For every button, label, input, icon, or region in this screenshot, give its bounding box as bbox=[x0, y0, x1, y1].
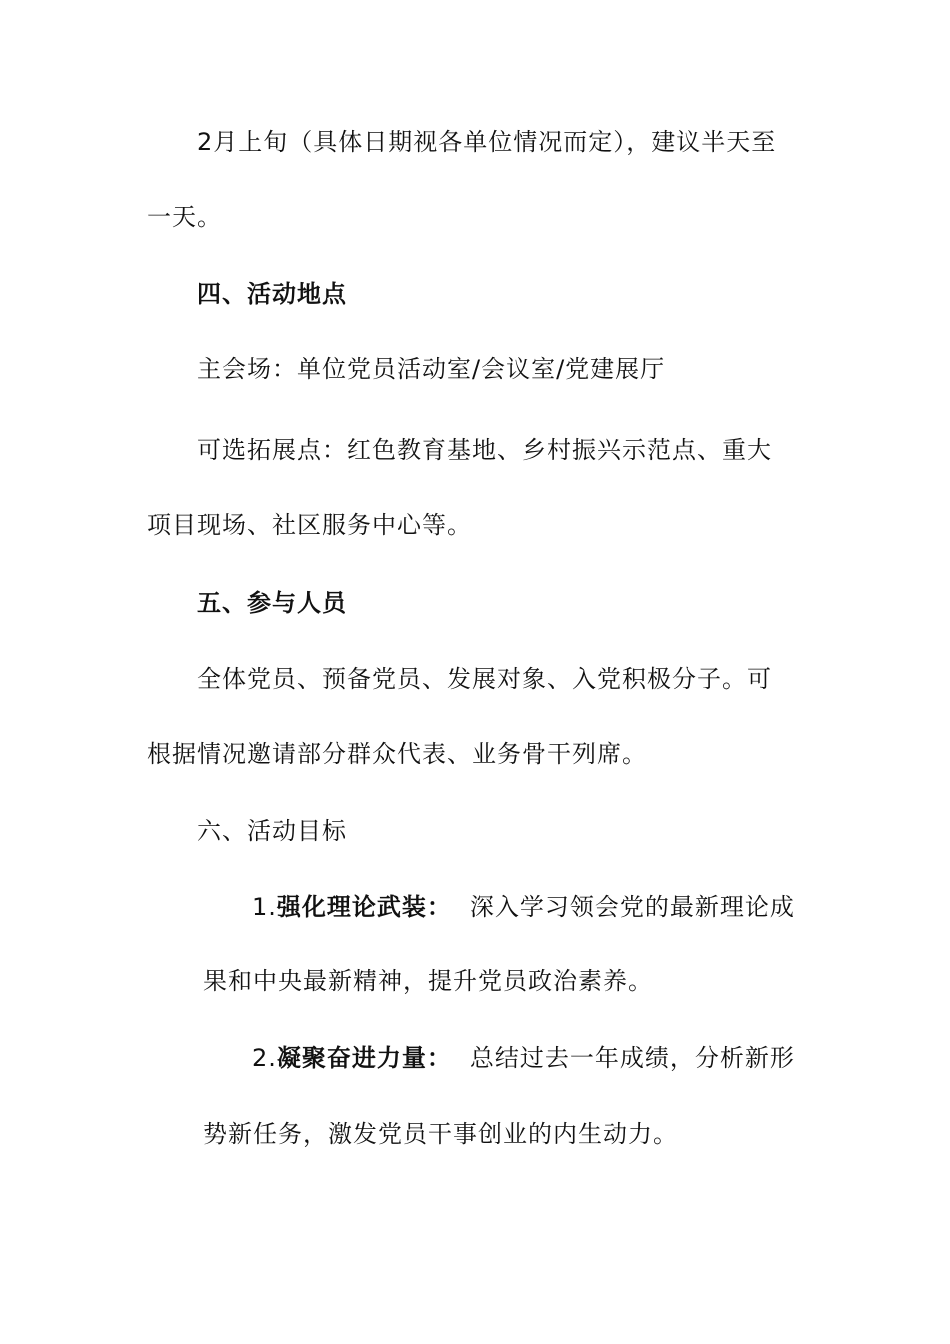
goal-item-1-line-1 bbox=[252, 891, 795, 923]
goal-item-2-text: 总结过去一年成绩，分析新形 bbox=[469, 1044, 795, 1072]
goal-item-1-number: 1. bbox=[252, 893, 277, 921]
main-venue-line: 主会场：单位党员活动室/会议室/党建展厅 bbox=[197, 355, 666, 383]
location-heading: 四、活动地点 bbox=[197, 280, 347, 308]
participants-line-1: 全体党员、预备党员、发展对象、入党积极分子。可 bbox=[197, 665, 772, 693]
goal-item-1-title: 强化理论武装： bbox=[276, 893, 452, 921]
goal-item-2-title: 凝聚奋进力量： bbox=[276, 1044, 452, 1072]
participants-line-2: 根据情况邀请部分群众代表、业务骨干列席。 bbox=[147, 740, 647, 768]
optional-venue-line-2: 项目现场、社区服务中心等。 bbox=[147, 511, 472, 539]
goal-item-2-line-1 bbox=[252, 1042, 795, 1074]
goal-item-1-text: 深入学习领会党的最新理论成 bbox=[469, 893, 795, 921]
goals-heading: 六、活动目标 bbox=[197, 817, 347, 845]
goal-item-2-line-2: 势新任务，激发党员干事创业的内生动力。 bbox=[203, 1120, 678, 1148]
participants-heading: 五、参与人员 bbox=[197, 589, 347, 617]
date-line-2: 一天。 bbox=[147, 203, 222, 231]
date-line-1: 2月上旬（具体日期视各单位情况而定），建议半天至 bbox=[197, 128, 777, 156]
goal-item-2-number: 2. bbox=[252, 1044, 277, 1072]
optional-venue-line-1: 可选拓展点：红色教育基地、乡村振兴示范点、重大 bbox=[197, 436, 772, 464]
goal-item-1-line-2: 果和中央最新精神，提升党员政治素养。 bbox=[203, 967, 653, 995]
